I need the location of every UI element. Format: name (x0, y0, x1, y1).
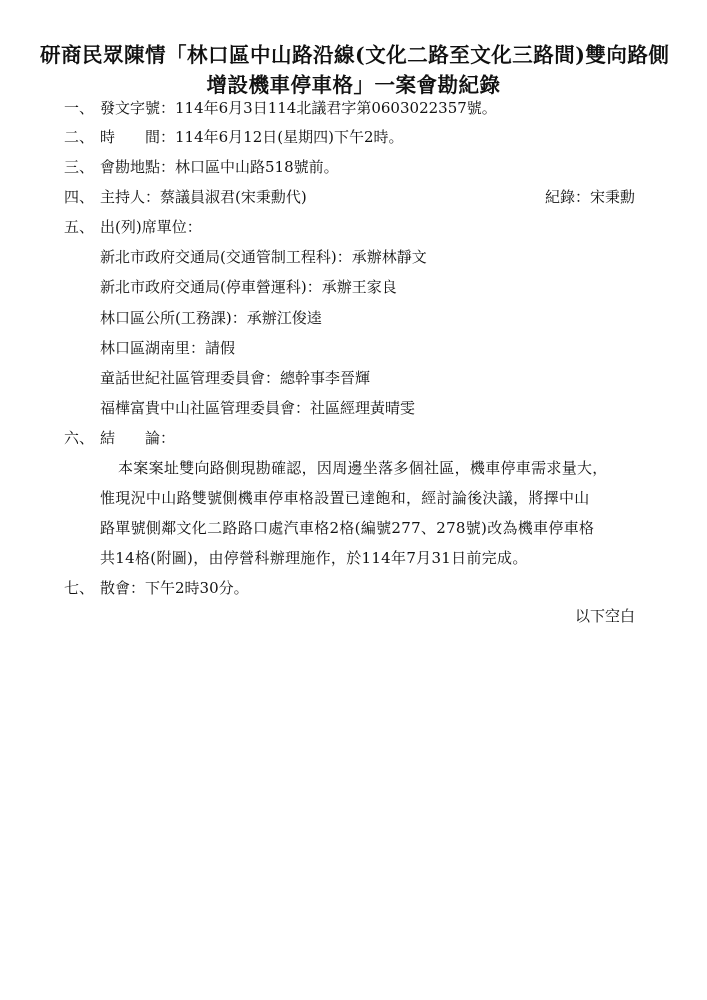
attendee-list-item: 童話世紀社區管理委員會：總幹事李晉輝 (100, 369, 371, 387)
conclusion-paragraph-line: 路單號側鄰文化二路路口處汽車格2格(編號277、278號)改為機車停車格 (100, 519, 595, 537)
place-text: 會勘地點：林口區中山路518號前。 (100, 158, 339, 176)
item-marker: 六、 (64, 429, 95, 447)
document-title-line-2: 增設機車停車格」一案會勘紀錄 (206, 73, 501, 97)
conclusion-heading: 結 論： (100, 429, 176, 447)
item-host (64, 187, 635, 207)
item-conclusion (64, 428, 175, 448)
item-marker: 五、 (64, 218, 95, 236)
conclusion-paragraph-line: 共14格(附圖)，由停營科辦理施作，於114年7月31日前完成。 (100, 549, 528, 567)
conclusion-paragraph-line: 惟現況中山路雙號側機車停車格設置已達飽和，經討論後決議，將擇中山 (100, 489, 590, 507)
document-number-text: 發文字號：114年6月3日114北議君字第0603022357號。 (100, 99, 497, 117)
time-text: 時 間：114年6月12日(星期四)下午2時。 (100, 128, 404, 146)
item-marker: 四、 (64, 188, 95, 206)
item-marker: 一、 (64, 99, 95, 117)
attendee-list-item: 林口區公所(工務課)：承辦江俊逵 (100, 309, 322, 327)
adjourn-text: 散會：下午2時30分。 (100, 579, 249, 597)
attendee-list-item: 新北市政府交通局(停車營運科)：承辦王家良 (100, 278, 397, 296)
attendee-list-item: 新北市政府交通局(交通管制工程科)：承辦林靜文 (100, 248, 427, 266)
attendee-list-item: 林口區湖南里：請假 (100, 339, 236, 357)
item-document-number (64, 98, 497, 118)
item-attendees (64, 217, 202, 237)
conclusion-paragraph-line: 本案案址雙向路側現勘確認，因周邊坐落多個社區，機車停車需求量大， (118, 459, 608, 477)
item-time (64, 127, 404, 147)
host-text: 主持人：蔡議員淑君(宋秉勳代) (100, 188, 307, 206)
item-place (64, 157, 339, 177)
blank-below-note: 以下空白 (574, 607, 635, 625)
document-title-line-1: 研商民眾陳情「林口區中山路沿線(文化二路至文化三路間)雙向路側 (40, 43, 670, 67)
item-marker: 二、 (64, 128, 95, 146)
item-adjourn (64, 578, 249, 598)
item-marker: 七、 (64, 579, 95, 597)
recorder-text: 紀錄：宋秉勳 (544, 188, 635, 206)
attendee-list-item: 福樺富貴中山社區管理委員會：社區經理黃晴雯 (100, 399, 416, 417)
item-marker: 三、 (64, 158, 95, 176)
attendees-heading: 出(列)席單位： (100, 218, 202, 236)
